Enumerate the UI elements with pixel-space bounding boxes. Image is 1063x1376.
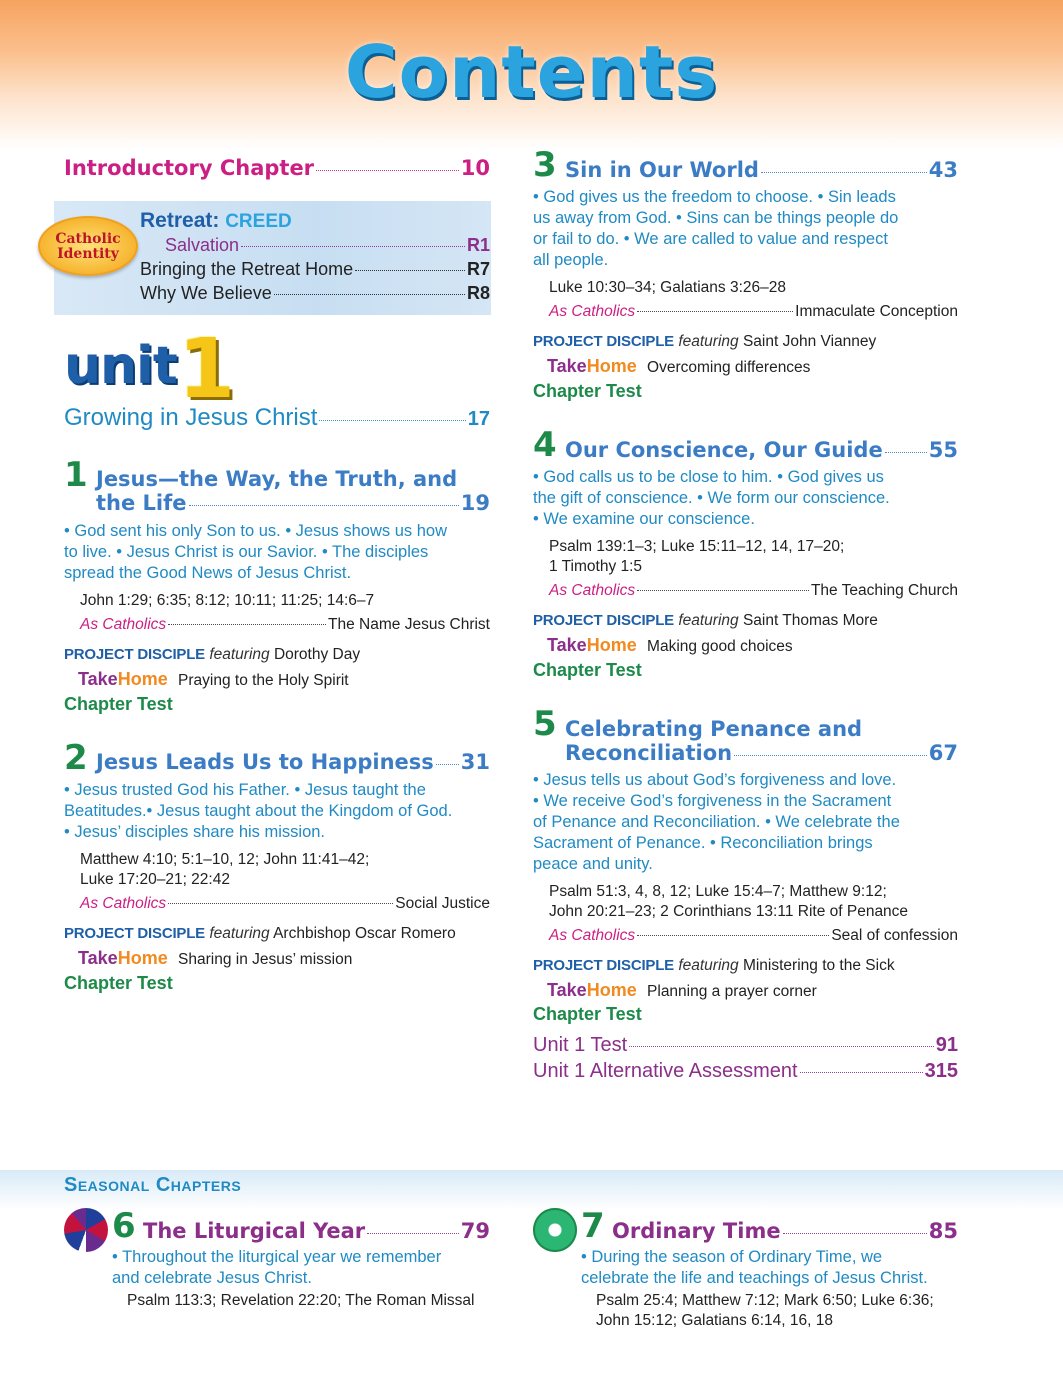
toc-unit-alt-assessment[interactable]: Unit 1 Alternative Assessment 315 <box>533 1060 958 1082</box>
toc-unit-title[interactable]: Growing in Jesus Christ 17 <box>64 404 490 431</box>
chapter-3-bullets: • God gives us the freedom to choose. • Sin leads us away from God. • Sins can be things people do or fail to do. • We are called to value and respect all people. <box>533 188 899 269</box>
chapter-1-test[interactable]: Chapter Test <box>64 694 173 714</box>
chapter-2-project-disciple: PROJECT DISCIPLE featuring Archbishop Oscar Romero <box>64 925 456 942</box>
chapter-2-as-catholics: As Catholics Social Justice <box>80 895 490 912</box>
chapter-7-bullets: • During the season of Ordinary Time, we celebrate the life and teachings of Jesus Christ. <box>581 1248 928 1287</box>
chapter-3-as-catholics: As Catholics Immaculate Conception <box>549 303 958 320</box>
chapter-2-number: 2 <box>64 738 88 778</box>
toc-chapter-4[interactable]: Our Conscience, Our Guide 55 <box>565 438 958 462</box>
chapter-4-as-catholics: As Catholics The Teaching Church <box>549 582 958 599</box>
chapter-1-scripture: John 1:29; 6:35; 8:12; 10:11; 11:25; 14:6–7 <box>80 592 375 609</box>
chapter-4-bullets: • God calls us to be close to him. • God gives us the gift of conscience. • We form our conscience. • We examine our conscience. <box>533 468 890 528</box>
chapter-1-project-disciple: PROJECT DISCIPLE featuring Dorothy Day <box>64 646 361 663</box>
chapter-3-test[interactable]: Chapter Test <box>533 381 642 401</box>
chapter-1-number: 1 <box>64 455 88 495</box>
chapter-5-number: 5 <box>533 704 557 744</box>
chapter-2-bullets: • Jesus trusted God his Father. • Jesus taught the Beatitudes.• Jesus taught about the Kingdom of God. • Jesus’ disciples share his mission. <box>64 781 453 841</box>
catholic-identity-badge: Catholic Identity <box>38 216 138 276</box>
toc-retreat-believe[interactable]: Why We Believe R8 <box>140 283 490 303</box>
unit-number: 1 <box>178 322 236 417</box>
chapter-4-number: 4 <box>533 425 557 465</box>
chapter-1-take-home: TakeHome Praying to the Holy Spirit <box>78 669 349 689</box>
chapter-1-title-line1[interactable]: Jesus—the Way, the Truth, and <box>96 467 458 491</box>
toc-chapter-1[interactable]: the Life 19 <box>96 491 490 515</box>
chapter-5-title-line1[interactable]: Celebrating Penance and <box>565 717 863 741</box>
ordinary-time-icon <box>533 1208 577 1252</box>
page-title: Contents <box>344 30 719 114</box>
chapter-4-take-home: TakeHome Making good choices <box>547 635 793 655</box>
liturgical-year-icon <box>64 1208 108 1252</box>
chapter-2-test[interactable]: Chapter Test <box>64 973 173 993</box>
chapter-3-take-home: TakeHome Overcoming differences <box>547 356 811 376</box>
chapter-3-number: 3 <box>533 145 557 185</box>
chapter-6-bullets: • Throughout the liturgical year we remember and celebrate Jesus Christ. <box>112 1248 442 1287</box>
toc-unit-test[interactable]: Unit 1 Test 91 <box>533 1034 958 1056</box>
chapter-2-scripture: Matthew 4:10; 5:1–10, 12; John 11:41–42; Luke 17:20–21; 22:42 <box>80 851 370 888</box>
chapter-5-test[interactable]: Chapter Test <box>533 1004 642 1024</box>
toc-intro[interactable] <box>64 156 490 180</box>
chapter-4-scripture: Psalm 139:1–3; Luke 15:11–12, 14, 17–20; 1 Timothy 1:5 <box>549 538 845 575</box>
chapter-3-scripture: Luke 10:30–34; Galatians 3:26–28 <box>549 279 786 296</box>
chapter-4-project-disciple: PROJECT DISCIPLE featuring Saint Thomas More <box>533 612 878 629</box>
chapter-2-take-home: TakeHome Sharing in Jesus’ mission <box>78 948 353 968</box>
chapter-3-project-disciple: PROJECT DISCIPLE featuring Saint John Vianney <box>533 333 877 350</box>
toc-chapter-6[interactable]: The Liturgical Year 79 <box>143 1219 490 1243</box>
chapter-6-number: 6 <box>112 1206 136 1246</box>
toc-chapter-7[interactable]: Ordinary Time 85 <box>612 1219 958 1243</box>
chapter-5-project-disciple: PROJECT DISCIPLE featuring Ministering to the Sick <box>533 957 895 974</box>
toc-chapter-3[interactable]: Sin in Our World 43 <box>565 158 958 182</box>
toc-chapter-2[interactable]: Jesus Leads Us to Happiness 31 <box>96 750 490 774</box>
chapter-7-number: 7 <box>581 1206 605 1246</box>
chapter-6-scripture: Psalm 113:3; Revelation 22:20; The Roman Missal <box>127 1292 475 1309</box>
toc-chapter-5[interactable]: Reconciliation 67 <box>565 741 958 765</box>
intro-page: 10 <box>460 156 490 180</box>
chapter-1-bullets: • God sent his only Son to us. • Jesus shows us how to live. • Jesus Christ is our Savior. • The disciples spread the Good News of Jesus Christ. <box>64 522 447 582</box>
chapter-4-test[interactable]: Chapter Test <box>533 660 642 680</box>
retreat-heading: Retreat: CREED <box>140 209 292 232</box>
chapter-1-as-catholics: As Catholics The Name Jesus Christ <box>80 616 490 633</box>
unit-word: unit <box>64 336 177 396</box>
intro-label: Introductory Chapter <box>64 156 315 180</box>
toc-retreat-home[interactable]: Bringing the Retreat Home R7 <box>140 259 490 279</box>
chapter-5-as-catholics: As Catholics Seal of confession <box>549 927 958 944</box>
chapter-5-take-home: TakeHome Planning a prayer corner <box>547 980 817 1000</box>
seasonal-heading: Seasonal Chapters <box>64 1174 242 1196</box>
chapter-5-bullets: • Jesus tells us about God’s forgiveness and love. • We receive God’s forgiveness in the Sacrament of Penance and Reconciliation. • We celebrate the Sacrament of Penance. • Reconciliation brings peace and unity. <box>533 771 900 873</box>
toc-retreat-salvation[interactable]: Salvation R1 <box>165 235 490 255</box>
chapter-5-scripture: Psalm 51:3, 4, 8, 12; Luke 15:4–7; Matthew 9:12; John 20:21–23; 2 Corinthians 13:11 Rite of Penance <box>549 883 909 920</box>
chapter-7-scripture: Psalm 25:4; Matthew 7:12; Mark 6:50; Luke 6:36; John 15:12; Galatians 6:14, 16, 18 <box>596 1292 934 1329</box>
